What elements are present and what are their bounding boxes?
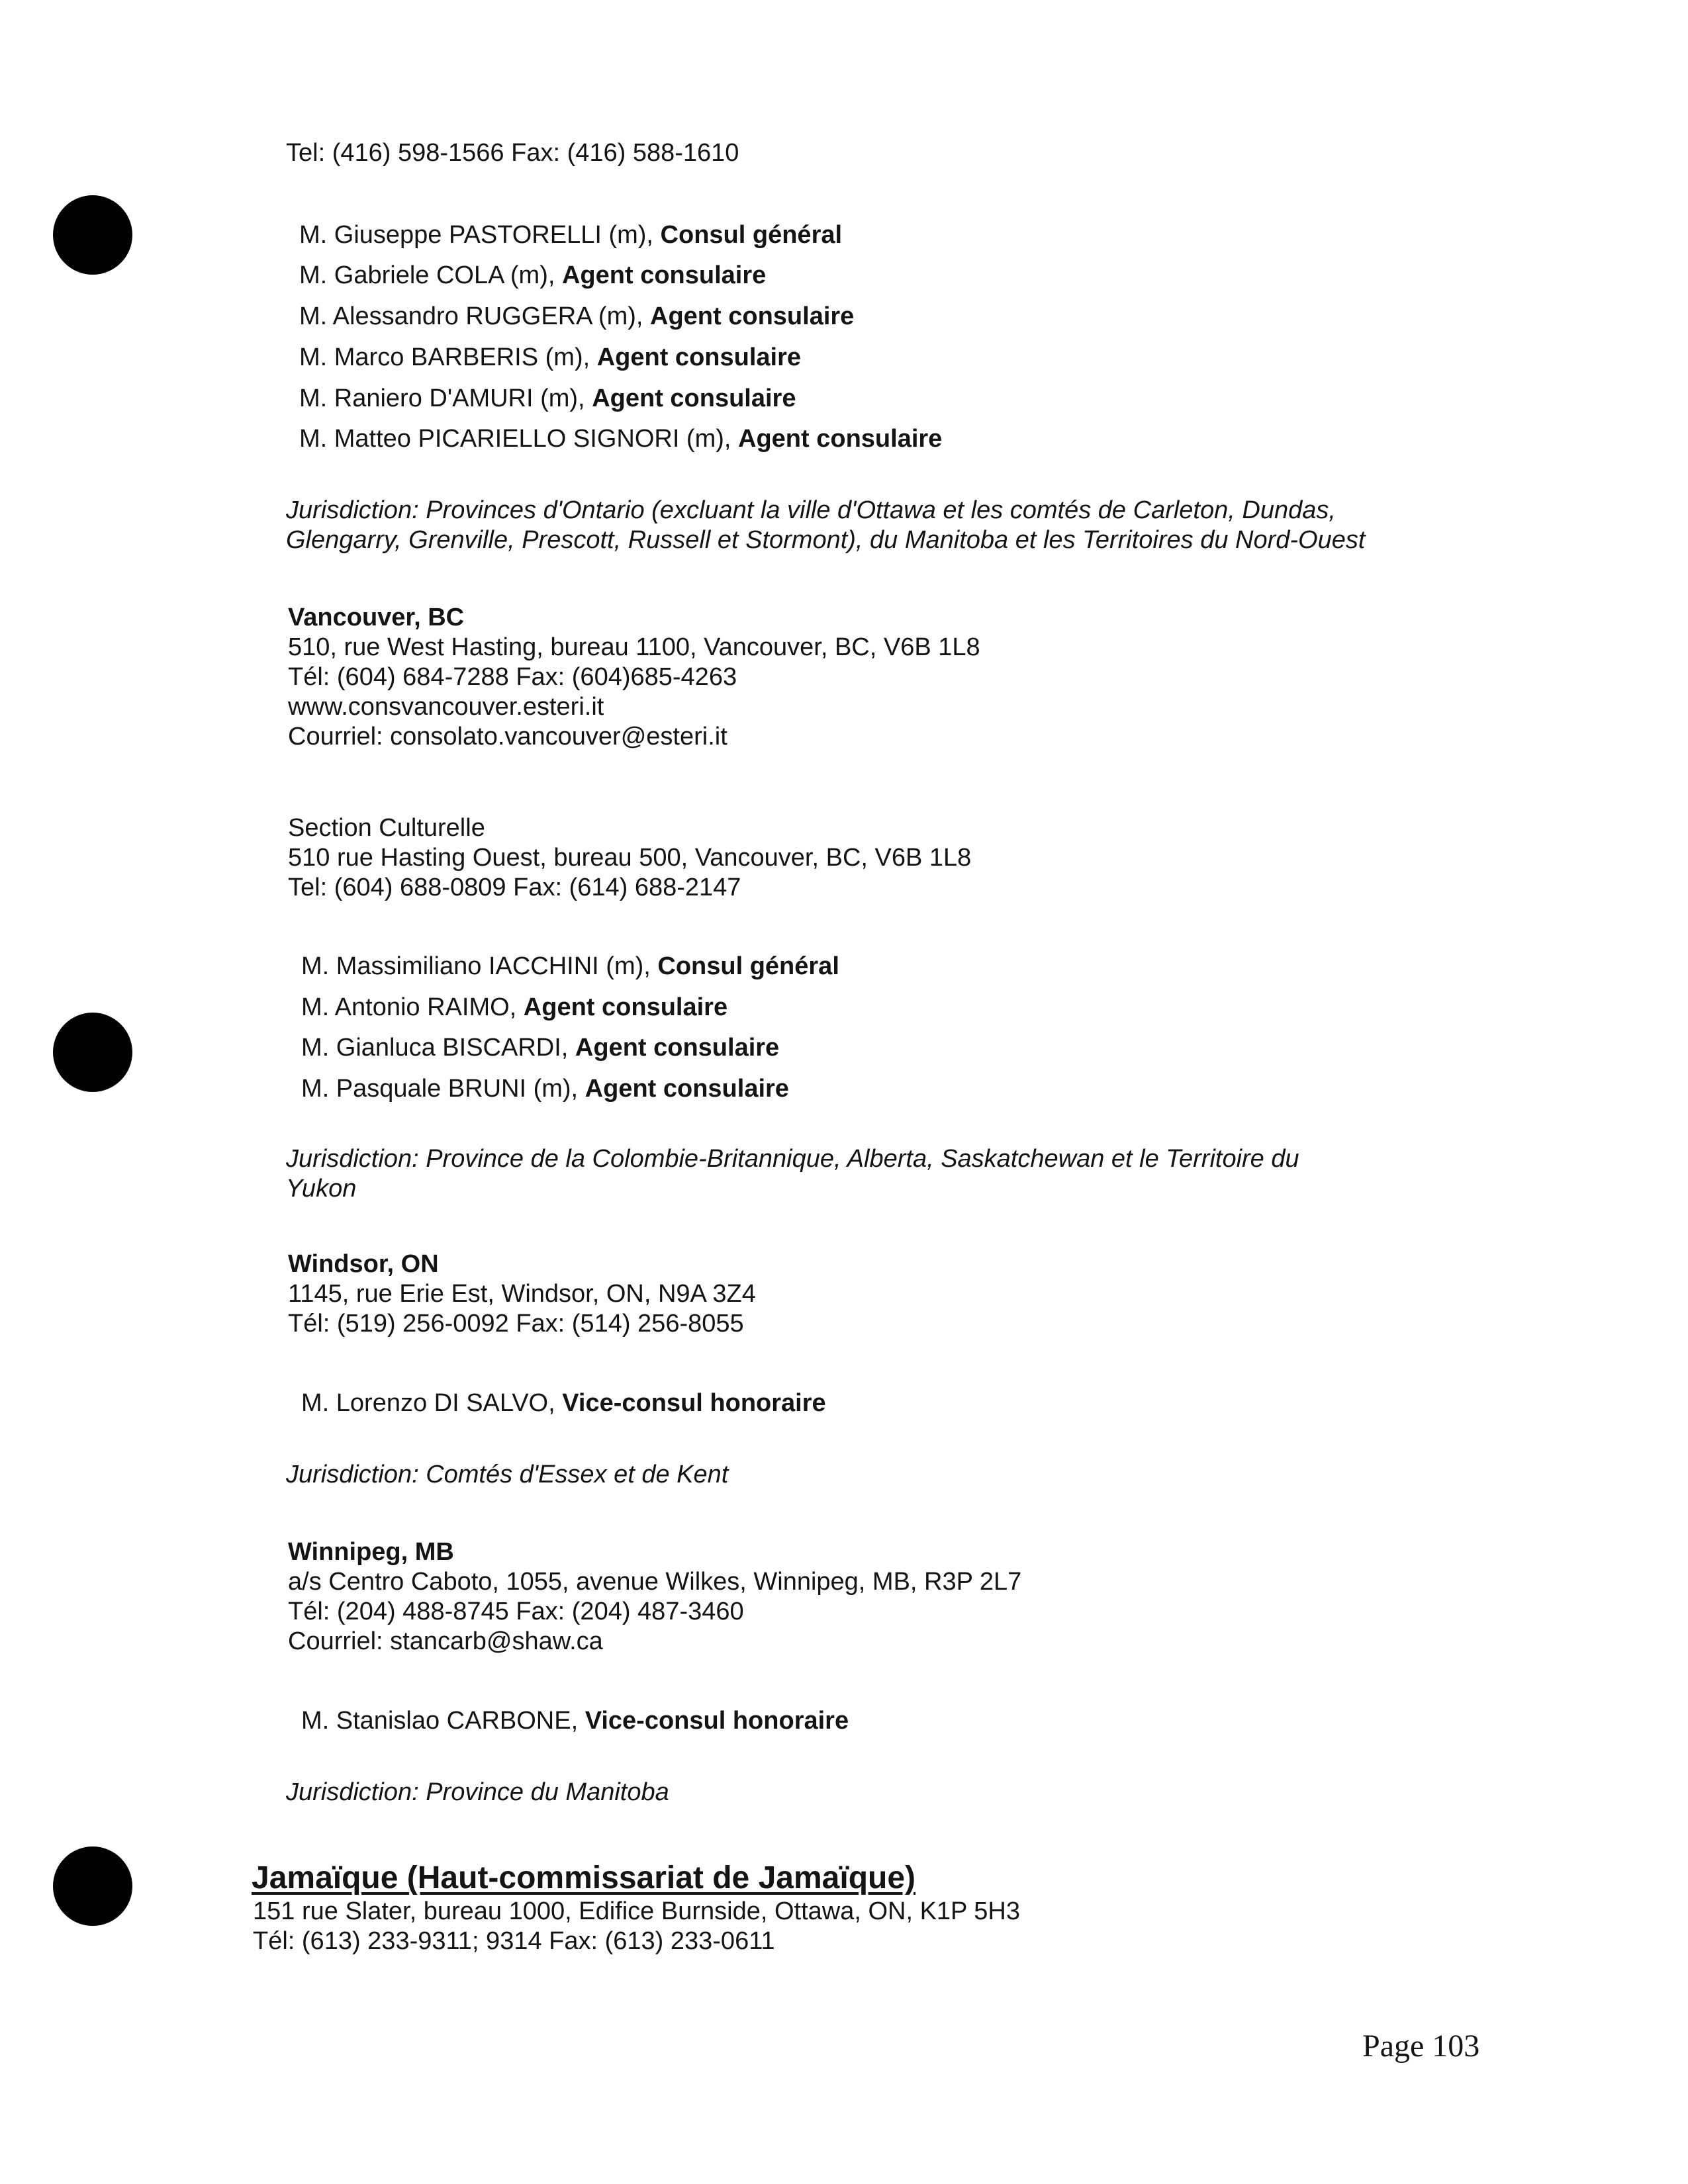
binder-hole-middle xyxy=(53,1013,132,1092)
winnipeg-email: Courriel: stancarb@shaw.ca xyxy=(288,1627,603,1655)
vancouver-jurisdiction-line-1: Jurisdiction: Province de la Colombie-Britannique, Alberta, Saskatchewan et le Territoire du xyxy=(286,1145,1299,1173)
jamaica-tel: Tél: (613) 233-9311; 9314 Fax: (613) 233-0611 xyxy=(253,1927,775,1955)
staff-line: M. Massimiliano IACCHINI (m), Consul général xyxy=(301,952,839,980)
toronto-jurisdiction-line-1: Jurisdiction: Provinces d'Ontario (excluant la ville d'Ottawa et les comtés de Carleton, Dundas, xyxy=(286,496,1336,524)
toronto-tel: Tel: (416) 598-1566 Fax: (416) 588-1610 xyxy=(286,139,739,167)
toronto-jurisdiction-line-2: Glengarry, Grenville, Prescott, Russell et Stormont), du Manitoba et les Territoires du Nord-Ouest xyxy=(286,526,1366,554)
cultural-section-address: 510 rue Hasting Ouest, bureau 500, Vancouver, BC, V6B 1L8 xyxy=(288,844,972,872)
staff-line: M. Lorenzo DI SALVO, Vice-consul honoraire xyxy=(301,1389,826,1417)
staff-line: M. Pasquale BRUNI (m), Agent consulaire xyxy=(301,1075,789,1103)
vancouver-website: www.consvancouver.esteri.it xyxy=(288,693,604,721)
staff-line: M. Antonio RAIMO, Agent consulaire xyxy=(301,993,728,1021)
windsor-address: 1145, rue Erie Est, Windsor, ON, N9A 3Z4 xyxy=(288,1280,756,1308)
winnipeg-city: Winnipeg, MB xyxy=(288,1538,454,1566)
staff-line: M. Marco BARBERIS (m), Agent consulaire xyxy=(299,343,802,371)
binder-hole-bottom xyxy=(53,1846,132,1926)
staff-line: M. Gabriele COLA (m), Agent consulaire xyxy=(299,261,767,289)
vancouver-city: Vancouver, BC xyxy=(288,604,465,631)
windsor-tel: Tél: (519) 256-0092 Fax: (514) 256-8055 xyxy=(288,1310,744,1338)
winnipeg-jurisdiction: Jurisdiction: Province du Manitoba xyxy=(286,1778,669,1806)
winnipeg-address: a/s Centro Caboto, 1055, avenue Wilkes, Winnipeg, MB, R3P 2L7 xyxy=(288,1568,1022,1596)
staff-line: M. Giuseppe PASTORELLI (m), Consul général xyxy=(299,221,843,249)
staff-line: M. Matteo PICARIELLO SIGNORI (m), Agent consulaire xyxy=(299,425,943,453)
windsor-city: Windsor, ON xyxy=(288,1250,439,1278)
windsor-jurisdiction: Jurisdiction: Comtés d'Essex et de Kent xyxy=(286,1461,729,1488)
vancouver-tel: Tél: (604) 684-7288 Fax: (604)685-4263 xyxy=(288,663,737,691)
vancouver-email: Courriel: consolato.vancouver@esteri.it xyxy=(288,723,727,751)
jamaica-address: 151 rue Slater, bureau 1000, Edifice Burnside, Ottawa, ON, K1P 5H3 xyxy=(253,1897,1020,1925)
cultural-section-tel: Tel: (604) 688-0809 Fax: (614) 688-2147 xyxy=(288,874,741,901)
staff-line: M. Stanislao CARBONE, Vice-consul honoraire xyxy=(301,1707,849,1735)
vancouver-jurisdiction-line-2: Yukon xyxy=(286,1175,357,1203)
staff-line: M. Raniero D'AMURI (m), Agent consulaire xyxy=(299,385,796,412)
winnipeg-tel: Tél: (204) 488-8745 Fax: (204) 487-3460 xyxy=(288,1598,744,1625)
country-heading: Jamaïque (Haut-commissariat de Jamaïque) xyxy=(252,1860,916,1895)
cultural-section-title: Section Culturelle xyxy=(288,814,485,842)
vancouver-address: 510, rue West Hasting, bureau 1100, Vancouver, BC, V6B 1L8 xyxy=(288,633,980,661)
page-number: Page 103 xyxy=(1362,2028,1480,2064)
staff-line: M. Alessandro RUGGERA (m), Agent consulaire xyxy=(299,302,855,330)
binder-hole-top xyxy=(53,195,132,275)
staff-line: M. Gianluca BISCARDI, Agent consulaire xyxy=(301,1034,780,1062)
